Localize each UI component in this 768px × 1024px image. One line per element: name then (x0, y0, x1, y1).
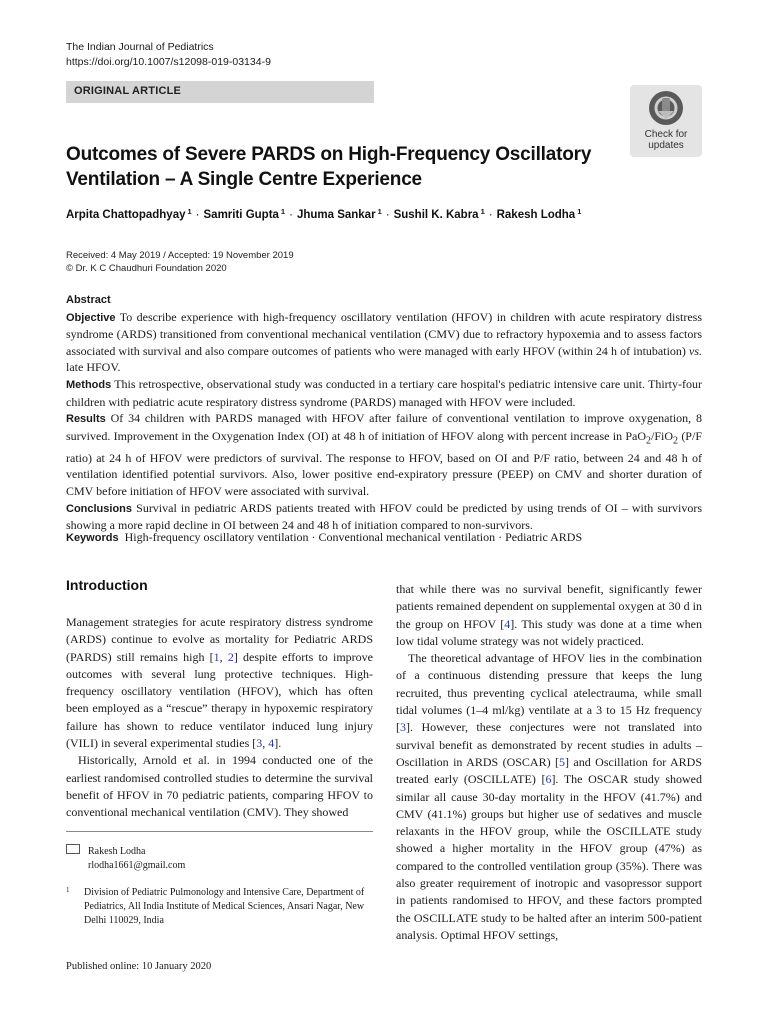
paragraph: Management strategies for acute respiratory distress syndrome (ARDS) continue to evolve as mortality for Pediatric ARDS (PARDS) still remains high [1, 2] despite efforts to improve outcomes with several lung protective techniques. High-frequency oscillatory ventilation (HFOV), which has often been employed as a “rescue” therapy in hypoxemic respiratory failure has shown to reduce ventilator induced lung injury (VILI) in several experimental studies [3, 4]. (66, 615, 373, 751)
article-type-bar (66, 81, 374, 103)
results-text-end: (P/F ratio) at 24 h of HFOV were predictors of survival. The response to HFOV, based on OI and P/F ratio, between 24 and 48 h of ventilation identified potential survivors. Also, lower positive end-expiratory pressure (PEEP) on CMV and shorter duration of CMV before initiation of HFOV were associated with survival. (66, 428, 702, 498)
affiliation-footnote (66, 886, 373, 928)
subscript: 2 (673, 435, 679, 447)
keywords (66, 530, 706, 545)
body-column-left (66, 614, 373, 822)
objective-text-end: late HFOV. (66, 360, 121, 375)
abstract-conclusions (66, 500, 702, 534)
citation-link[interactable]: 4 (268, 736, 275, 751)
keywords-label: Keywords (66, 532, 119, 544)
methods-text: This retrospective, observational study was conducted in a tertiary care hospital's pediatric intensive care unit. Thirty-four children with pediatric acute respiratory distress syndrome (PARDS) managed with HFOV were included. (66, 376, 702, 409)
check-for-updates-label: Check for updates (644, 129, 688, 151)
corresponding-name: Rakesh Lodha (88, 846, 146, 857)
affiliation-marker: 1 (280, 207, 286, 216)
abstract-results (66, 410, 702, 499)
results-text-fio: /FiO (651, 428, 674, 443)
results-text: Of 34 children with PARDS managed with HFOV after failure of conventional ventilation to improve oxygenation, 8 survived. Improvement in the Oxygenation Index (OI) at 48 h of initiation of HFOV along with percent increase in PaO (66, 411, 702, 443)
author-separator: · (195, 209, 200, 221)
affiliation-marker: 1 (577, 207, 582, 216)
affiliation-marker: 1 (377, 207, 382, 216)
objective-text: To describe experience with high-frequency oscillatory ventilation (HFOV) in children with acute respiratory distress syndrome (ARDS) transitioned from conventional mechanical ventilation (CMV) due to refractory hypoxemia and to assess factors associated with survival and also compare outcomes of patients who were managed with early HFOV (within 24 h of intubation) (66, 309, 702, 358)
citation-link[interactable]: 3 (400, 720, 406, 735)
journal-name: The Indian Journal of Pediatrics (66, 41, 214, 53)
affiliation-marker: 1 (187, 207, 192, 216)
article-title (66, 142, 606, 192)
subscript: 2 (646, 435, 652, 447)
section-heading-introduction: Introduction (66, 577, 148, 593)
citation-link[interactable]: 2 (227, 649, 234, 664)
envelope-icon (66, 844, 80, 854)
citation-link[interactable]: 3 (256, 736, 263, 751)
affiliation-marker: 1 (480, 207, 485, 216)
objective-vs: vs. (689, 343, 703, 358)
author-name[interactable]: Rakesh Lodha (496, 209, 576, 221)
affiliation-number: 1 (66, 886, 70, 894)
author-name[interactable]: Sushil K. Kabra (393, 209, 479, 221)
abstract-methods (66, 376, 702, 410)
conclusions-label: Conclusions (66, 502, 133, 515)
body-column-right (396, 581, 702, 944)
title-line-1: Outcomes of Severe PARDS on High-Frequency Oscillatory (66, 144, 592, 165)
corresponding-author (66, 844, 185, 873)
article-dates (66, 249, 294, 275)
crossmark-icon (647, 89, 685, 127)
doi-link[interactable]: https://doi.org/10.1007/s12098-019-03134-9 (66, 56, 271, 68)
methods-label: Methods (66, 378, 112, 391)
check-for-updates-badge[interactable] (630, 85, 702, 157)
paragraph: The theoretical advantage of HFOV lies in the combination of a continuous distending pressure that keeps the lung recruited, thus preventing cyclical atelectrauma, while small tidal volumes (1–4 ml/kg) ventilate at a 3 to 15 Hz frequency [3]. However, these conjectures were not translated into survival benefit as demonstrated by recent studies in adults – Oscillation in ARDS (OSCAR) [5] and Oscillation for ARDS treated early (OSCILLATE) [6]. The OSCAR study showed similar all cause 30-day mortality in the HFOV (41.7%) and CMV (41.1%) groups but higher use of sedatives and muscle relaxants in the HFOV group, while the OSCILLATE study showed a higher mortality in the HFOV group (47%) as compared to the controlled ventilation group (35%). There was also greater requirement of inotropic and vasopressor support in patients randomised to HFOV, and these factors prompted the OSCILLATE study to be halted after an interim 500-patient analysis. Optimal HFOV settings, (396, 651, 702, 942)
paragraph: Historically, Arnold et al. in 1994 conducted one of the earliest randomised controlled studies to determine the survival benefit of HFOV in 70 pediatric patients, comparing HFOV to conventional mechanical ventilation (CMV). They showed (66, 753, 373, 820)
author-separator: · (385, 209, 390, 221)
published-online: Published online: 10 January 2020 (66, 961, 212, 972)
author-separator: · (289, 209, 293, 221)
citation-link[interactable]: 1 (213, 649, 220, 664)
keywords-text: High-frequency oscillatory ventilation · Conventional mechanical ventilation · Pediatric ARDS (124, 530, 583, 544)
citation-link[interactable]: 6 (545, 772, 552, 787)
author-name[interactable]: Jhuma Sankar (296, 209, 376, 221)
author-separator: · (488, 209, 493, 221)
citation-link[interactable]: 4 (504, 616, 511, 631)
received-accepted: Received: 4 May 2019 / Accepted: 19 November 2019 (66, 250, 294, 261)
author-name[interactable]: Samriti Gupta (203, 209, 279, 221)
objective-label: Objective (66, 311, 116, 324)
results-label: Results (66, 413, 106, 426)
author-list (66, 207, 726, 221)
corresponding-email[interactable]: rlodha1661@gmail.com (88, 860, 186, 871)
article-type: ORIGINAL ARTICLE (74, 85, 182, 97)
abstract (66, 291, 702, 534)
conclusions-text: Survival in pediatric ARDS patients treated with HFOV could be predicted by using trends of OI – with survivors showing a more rapid decline in OI between 24 and 48 h of initiation compared to non-survivors. (66, 500, 702, 533)
affiliation-text: Division of Pediatric Pulmonology and Intensive Care, Department of Pediatrics, All India Institute of Medical Sciences, Ansari Nagar, New Delhi 110029, India (84, 887, 365, 926)
journal-header (66, 40, 271, 70)
abstract-objective (66, 309, 702, 376)
paragraph: that while there was no survival benefit, significantly fewer patients remained dependent on supplemental oxygen at 30 d in the group on HFOV [4]. This study was done at a time when low tidal volume strategy was not widely practiced. (396, 582, 702, 648)
citation-link[interactable]: 5 (559, 754, 566, 769)
title-line-2: Ventilation – A Single Centre Experience (66, 169, 422, 190)
abstract-heading: Abstract (66, 294, 111, 306)
footnote-divider (66, 831, 373, 832)
author-name[interactable]: Arpita Chattopadhyay (66, 209, 186, 221)
copyright-line: © Dr. K C Chaudhuri Foundation 2020 (66, 263, 227, 274)
